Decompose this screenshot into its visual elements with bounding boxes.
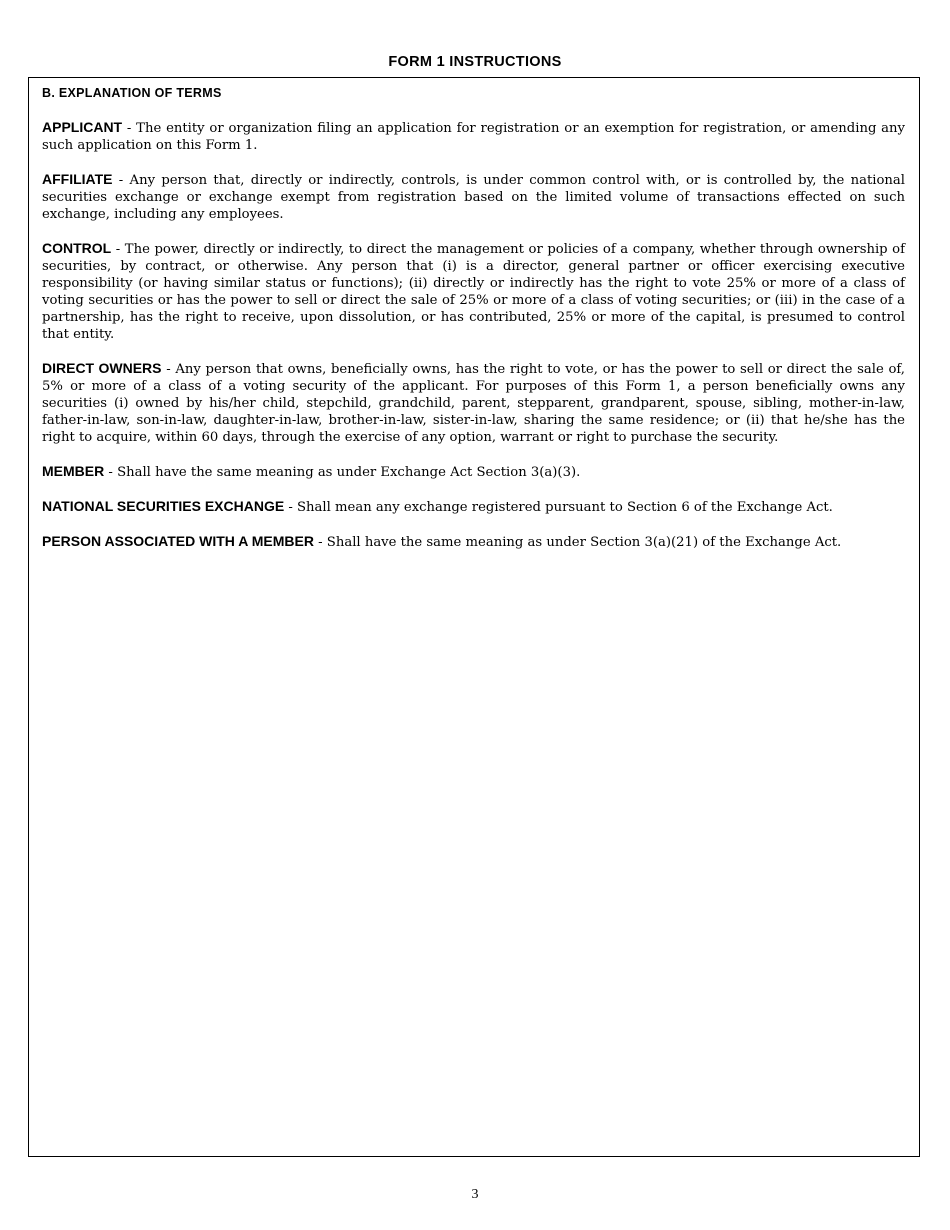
term-name: NATIONAL SECURITIES EXCHANGE [42,498,285,514]
term-applicant [42,119,905,154]
term-direct-owners [42,360,905,446]
page-number: 3 [471,1187,479,1202]
terms-list [42,119,905,568]
term-definition: - Shall have the same meaning as under Exchange Act Section 3(a)(3). [104,465,581,480]
terms-box [28,77,920,1157]
term-definition: - The entity or organization filing an application for registration or an exemption for registration, or amending any such application on this Form 1. [42,121,905,153]
term-member [42,463,905,481]
term-affiliate [42,171,905,223]
term-person-associated-with-a-member [42,533,905,551]
section-heading: B. EXPLANATION OF TERMS [42,86,222,100]
term-name: DIRECT OWNERS [42,360,162,376]
term-national-securities-exchange [42,498,905,516]
term-definition: - The power, directly or indirectly, to direct the management or policies of a company, whether through ownership of securities, by contract, or otherwise. Any person that (i) is a director, general partner or officer exercising executive responsibility (or having similar status or functions); (ii) directly or indirectly has the right to vote 25% or more of a class of voting securities or has the power to sell or direct the sale of 25% or more of a class of voting securities; or (iii) in the case of a partnership, has the right to receive, upon dissolution, or has contributed, 25% or more of the capital, is presumed to control that entity. [42,242,905,342]
term-control [42,240,905,343]
term-name: MEMBER [42,463,105,479]
term-name: APPLICANT [42,119,123,135]
term-definition: - Shall mean any exchange registered pursuant to Section 6 of the Exchange Act. [284,500,833,515]
term-definition: - Shall have the same meaning as under Section 3(a)(21) of the Exchange Act. [313,535,842,550]
term-name: CONTROL [42,240,112,256]
term-definition: - Any person that, directly or indirectly, controls, is under common control with, or is controlled by, the national securities exchange or exchange exempt from registration based on the limited volume of transactions effected on such exchange, including any employees. [42,173,905,222]
term-name: PERSON ASSOCIATED WITH A MEMBER [42,533,314,549]
page-title: FORM 1 INSTRUCTIONS [388,54,562,70]
term-definition: - Any person that owns, beneficially owns, has the right to vote, or has the power to sell or direct the sale of, 5% or more of a class of a voting security of the applicant. For purposes of this Form 1, a person beneficially owns any securities (i) owned by his/her child, stepchild, grandchild, parent, stepparent, grandparent, spouse, sibling, mother-in-law, father-in-law, son-in-law, daughter-in-law, brother-in-law, sister-in-law, sharing the same residence; or (ii) that he/she has the right to acquire, within 60 days, through the exercise of any option, warrant or right to purchase the security. [42,362,906,445]
term-name: AFFILIATE [42,171,113,187]
